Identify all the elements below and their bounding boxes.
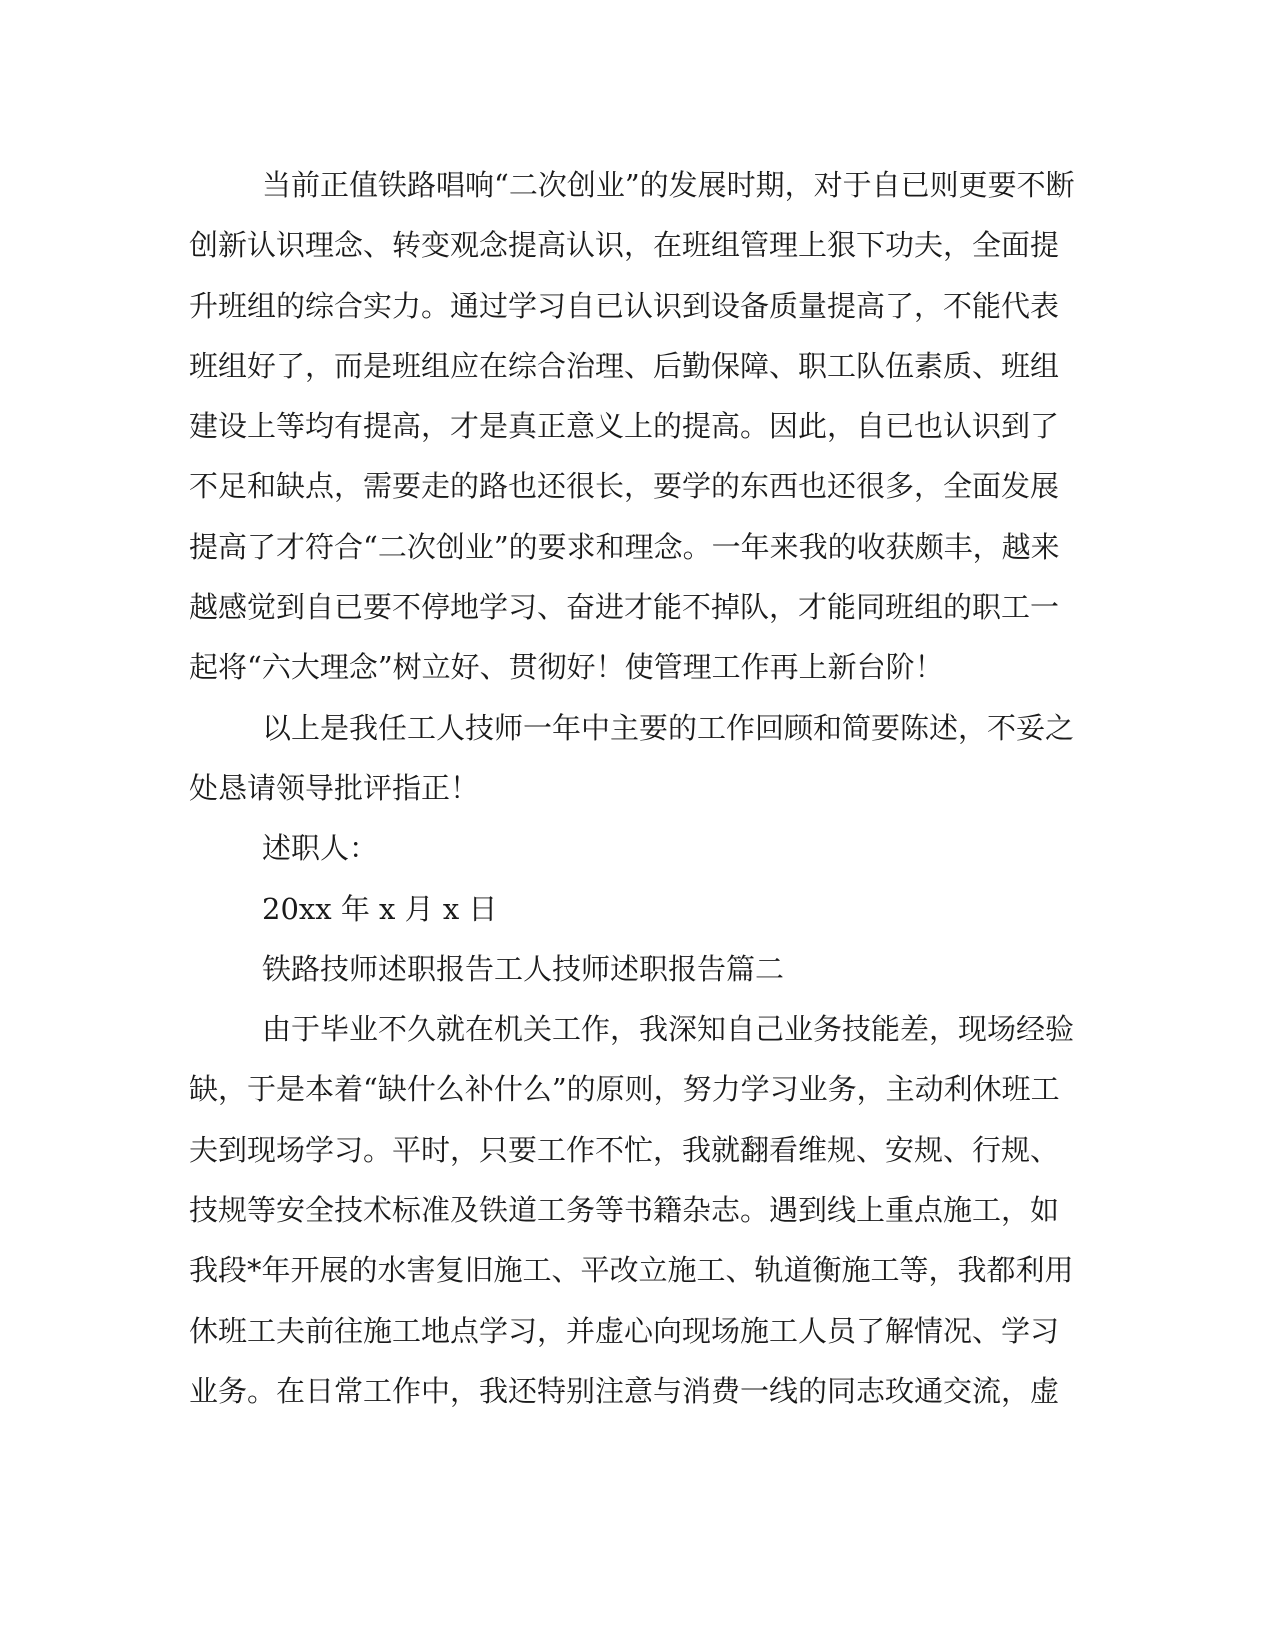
paragraph-line: 创新认识理念、转变观念提高认识，在班组管理上狠下功夫，全面提 <box>189 228 1060 263</box>
paragraph-line: 由于毕业不久就在机关工作，我深知自己业务技能差，现场经验 <box>262 1012 1075 1047</box>
paragraph-line: 以上是我任工人技师一年中主要的工作回顾和简要陈述，不妥之 <box>262 710 1075 745</box>
paragraph-line: 越感觉到自已要不停地学习、奋进才能不掉队，才能同班组的职工一 <box>189 590 1060 625</box>
paragraph-line: 升班组的综合实力。通过学习自已认识到设备质量提高了，不能代表 <box>189 288 1060 323</box>
paragraph-line: 处恳请领导批评指正！ <box>189 770 480 805</box>
paragraph-line: 起将“六大理念”树立好、贯彻好！使管理工作再上新台阶！ <box>189 650 944 685</box>
date-line: 20xx 年 x 月 x 日 <box>262 891 498 926</box>
paragraph-line: 技规等安全技术标准及铁道工务等书籍杂志。遇到线上重点施工，如 <box>189 1193 1060 1228</box>
paragraph-line: 不足和缺点，需要走的路也还很长，要学的东西也还很多，全面发展 <box>189 469 1060 504</box>
document-body <box>189 155 1089 1421</box>
paragraph-line: 提高了才符合“二次创业”的要求和理念。一年来我的收获颇丰，越来 <box>189 529 1060 564</box>
paragraph-line: 我段*年开展的水害复旧施工、平改立施工、轨道衡施工等，我都利用 <box>189 1253 1074 1288</box>
paragraph-line: 建设上等均有提高，才是真正意义上的提高。因此，自已也认识到了 <box>189 409 1060 444</box>
paragraph-line: 缺，于是本着“缺什么补什么”的原则，努力学习业务，主动利休班工 <box>189 1072 1060 1107</box>
paragraph-line: 业务。在日常工作中，我还特别注意与消费一线的同志玫通交流，虚 <box>189 1373 1060 1408</box>
paragraph-line: 休班工夫前往施工地点学习，并虚心向现场施工人员了解情况、学习 <box>189 1313 1060 1348</box>
signature-label: 述职人： <box>262 831 379 866</box>
paragraph-line: 夫到现场学习。平时，只要工作不忙，我就翻看维规、安规、行规、 <box>189 1132 1060 1167</box>
paragraph-line: 班组好了，而是班组应在综合治理、后勤保障、职工队伍素质、班组 <box>189 348 1060 383</box>
paragraph-line: 当前正值铁路唱响“二次创业”的发展时期，对于自已则更要不断 <box>262 168 1075 202</box>
section-title: 铁路技师述职报告工人技师述职报告篇二 <box>262 951 785 986</box>
